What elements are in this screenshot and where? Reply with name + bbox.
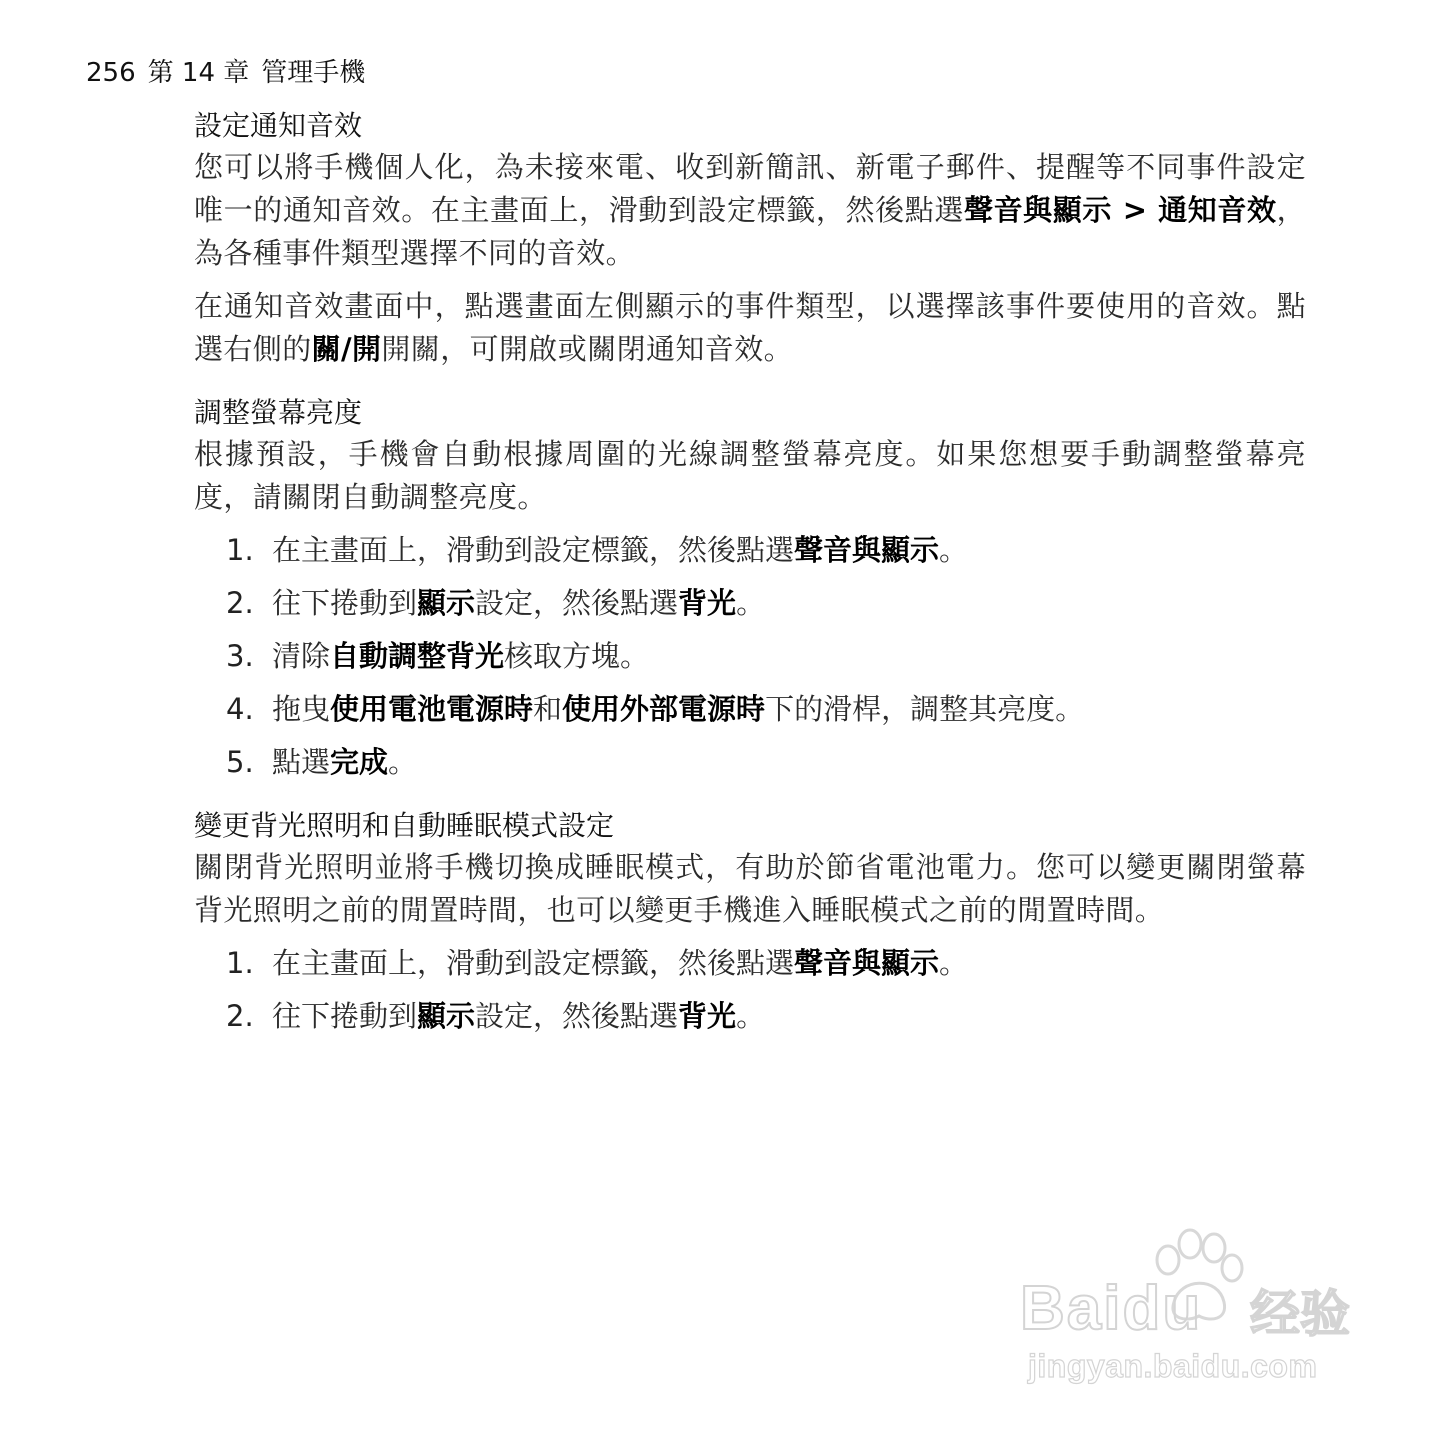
step-item	[194, 635, 1306, 678]
section-title: 變更背光照明和自動睡眠模式設定	[194, 809, 615, 842]
text-run: 在通知音效畫面中，點選畫面左側顯示的事件類型，以選擇該事件要使用的音效。點選右側的	[194, 289, 1306, 366]
text-run: 核取方塊。	[504, 639, 650, 673]
ui-term: 聲音與顯示 > 通知音效	[963, 193, 1277, 227]
step-list	[194, 529, 1306, 784]
text-run: 和	[533, 692, 563, 726]
watermark-brand-cn: 经验	[1250, 1285, 1350, 1343]
page-number: 256	[86, 58, 136, 88]
step-number: 2.	[226, 586, 254, 620]
text-run: 往下捲動到	[272, 586, 418, 620]
step-item	[194, 741, 1306, 784]
step-item	[194, 529, 1306, 572]
ui-term: 背光	[678, 586, 737, 620]
page-header	[86, 55, 365, 91]
step-number: 4.	[226, 692, 254, 726]
text-run: 下的滑桿，調整其亮度。	[765, 692, 1085, 726]
ui-term: 完成	[330, 745, 389, 779]
text-run: 。	[736, 999, 766, 1033]
text-run: ，為各種事件類型選擇不同的音效。	[194, 193, 1306, 270]
step-number: 1.	[226, 533, 254, 567]
text-run: 設定，然後點選	[475, 999, 679, 1033]
step-item	[194, 582, 1306, 625]
ui-term: 顯示	[417, 999, 476, 1033]
text-run: 在主畫面上，滑動到設定標籤，然後點選	[272, 533, 795, 567]
step-list	[194, 942, 1306, 1038]
page-content	[194, 106, 1306, 1060]
ui-term: 顯示	[417, 586, 476, 620]
paragraph	[194, 433, 1306, 519]
text-run: 往下捲動到	[272, 999, 418, 1033]
ui-term: 聲音與顯示	[794, 533, 940, 567]
step-number: 5.	[226, 745, 254, 779]
ui-term: 背光	[678, 999, 737, 1033]
baidu-watermark	[1020, 1222, 1360, 1392]
watermark-url: jingyan.baidu.com	[1028, 1348, 1318, 1384]
text-run: 設定，然後點選	[475, 586, 679, 620]
text-run: 拖曳	[272, 692, 331, 726]
text-run: 點選	[272, 745, 331, 779]
ui-term: 自動調整背光	[330, 639, 505, 673]
watermark-brand: Baidu	[1020, 1274, 1203, 1343]
ui-term: 聲音與顯示	[794, 946, 940, 980]
text-run: 在主畫面上，滑動到設定標籤，然後點選	[272, 946, 795, 980]
step-number: 1.	[226, 946, 254, 980]
step-item	[194, 688, 1306, 731]
paragraph	[194, 146, 1306, 275]
section-title: 設定通知音效	[194, 109, 363, 142]
text-run: 清除	[272, 639, 331, 673]
paragraph	[194, 285, 1306, 371]
step-number: 3.	[226, 639, 254, 673]
text-run: 。	[736, 586, 766, 620]
step-number: 2.	[226, 999, 254, 1033]
text-run: 您可以將手機個人化，為未接來電、收到新簡訊、新電子郵件、提醒等不同事件設定唯一的通知音效。在主畫面上，滑動到設定標籤，然後點選	[194, 150, 1306, 227]
text-run: 關閉背光照明並將手機切換成睡眠模式，有助於節省電池電力。您可以變更關閉螢幕背光照明之前的閒置時間，也可以變更手機進入睡眠模式之前的閒置時間。	[194, 850, 1306, 927]
text-run: 開關，可開啟或關閉通知音效。	[381, 332, 794, 366]
section	[194, 393, 1306, 784]
ui-term: 使用外部電源時	[562, 692, 766, 726]
ui-term: 關/開	[311, 332, 382, 366]
step-item	[194, 995, 1306, 1038]
section	[194, 106, 1306, 371]
text-run: 。	[939, 946, 969, 980]
section	[194, 806, 1306, 1038]
chapter-label: 第 14 章	[147, 58, 250, 88]
chapter-title: 管理手機	[261, 58, 366, 88]
text-run: 根據預設，手機會自動根據周圍的光線調整螢幕亮度。如果您想要手動調整螢幕亮度，請關閉自動調整亮度。	[194, 437, 1306, 514]
text-run: 。	[939, 533, 969, 567]
step-item	[194, 942, 1306, 985]
paragraph	[194, 846, 1306, 932]
section-title: 調整螢幕亮度	[194, 396, 363, 429]
ui-term: 使用電池電源時	[330, 692, 534, 726]
text-run: 。	[388, 745, 418, 779]
